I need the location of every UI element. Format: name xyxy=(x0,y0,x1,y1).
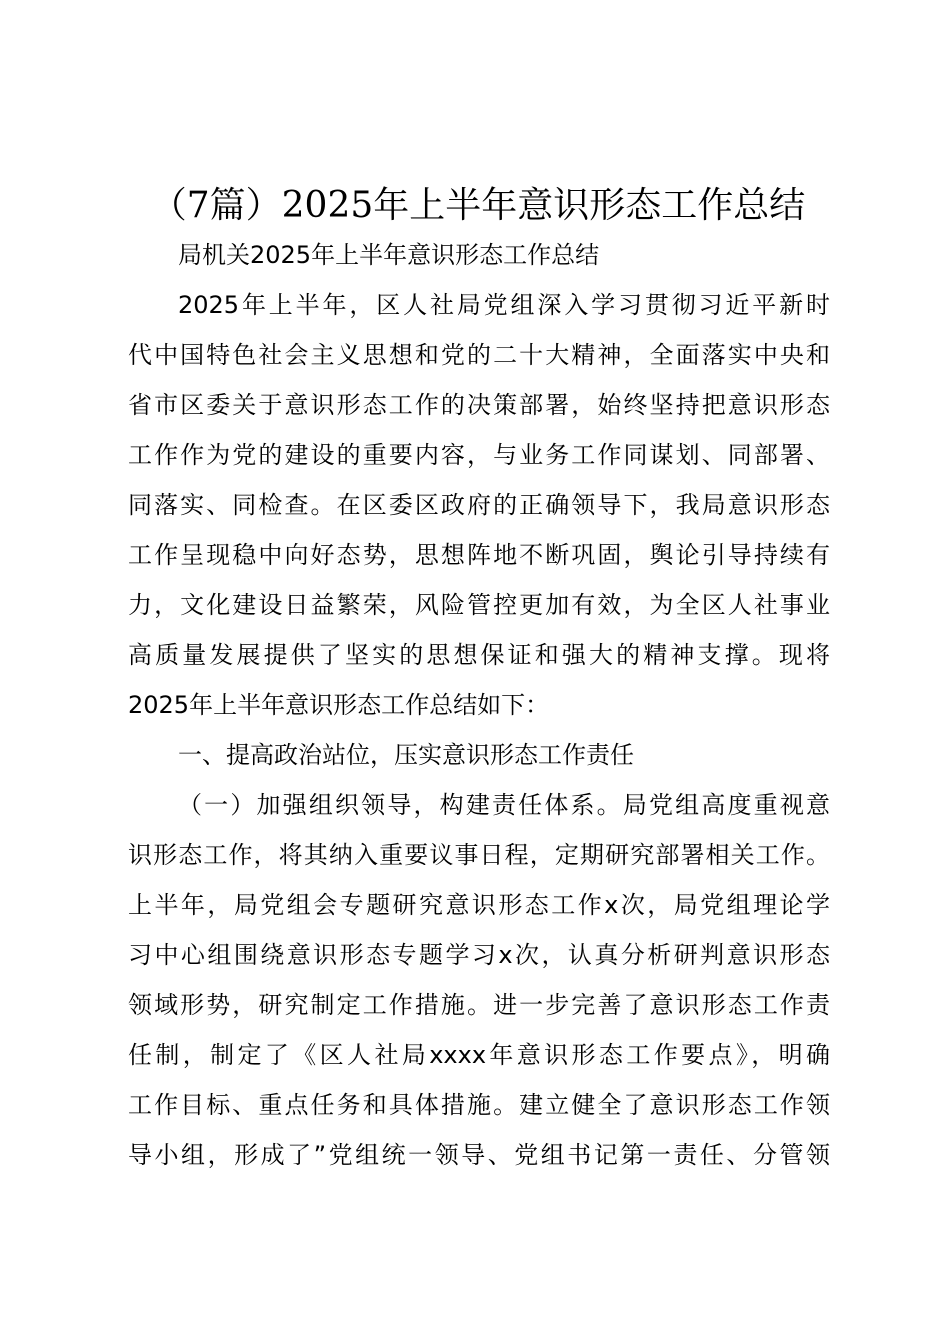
subtitle: 局机关2025年上半年意识形态工作总结 xyxy=(178,241,600,269)
paragraph-line: 高质量发展提供了坚实的思想保证和强大的精神支撑。现将 xyxy=(128,641,830,669)
document-body xyxy=(128,230,830,1180)
document-title: （7篇）2025年上半年意识形态工作总结 xyxy=(150,185,806,226)
paragraph-line: 同落实、同检查。在区委区政府的正确领导下，我局意识形态 xyxy=(128,491,830,519)
paragraph-line: 工作呈现稳中向好态势，思想阵地不断巩固，舆论引导持续有 xyxy=(128,541,830,569)
paragraph-line: 力，文化建设日益繁荣，风险管控更加有效，为全区人社事业 xyxy=(128,591,830,619)
paragraph-line: 2025年上半年意识形态工作总结如下： xyxy=(128,691,550,719)
paragraph-line: 任制，制定了《区人社局xxxx年意识形态工作要点》，明确 xyxy=(128,1041,830,1069)
paragraph-line: 省市区委关于意识形态工作的决策部署，始终坚持把意识形态 xyxy=(128,391,830,419)
paragraph-line: 工作目标、重点任务和具体措施。建立健全了意识形态工作领 xyxy=(128,1091,830,1119)
paragraph-line: （一）加强组织领导，构建责任体系。局党组高度重视意 xyxy=(178,791,830,819)
paragraph-line: 代中国特色社会主义思想和党的二十大精神，全面落实中央和 xyxy=(128,341,830,369)
paragraph-line: 2025年上半年，区人社局党组深入学习贯彻习近平新时 xyxy=(178,291,830,319)
paragraph-line: 导小组，形成了”党组统一领导、党组书记第一责任、分管领 xyxy=(128,1141,830,1169)
paragraph-line: 习中心组围绕意识形态专题学习x次，认真分析研判意识形态 xyxy=(128,941,830,969)
paragraph-line: 识形态工作，将其纳入重要议事日程，定期研究部署相关工作。 xyxy=(128,841,830,869)
paragraph-line: 上半年，局党组会专题研究意识形态工作x次，局党组理论学 xyxy=(128,891,830,919)
paragraph-line: 领域形势，研究制定工作措施。进一步完善了意识形态工作责 xyxy=(128,991,830,1019)
section-heading: 一、提高政治站位，压实意识形态工作责任 xyxy=(178,741,634,769)
paragraph-line: 工作作为党的建设的重要内容，与业务工作同谋划、同部署、 xyxy=(128,441,830,469)
